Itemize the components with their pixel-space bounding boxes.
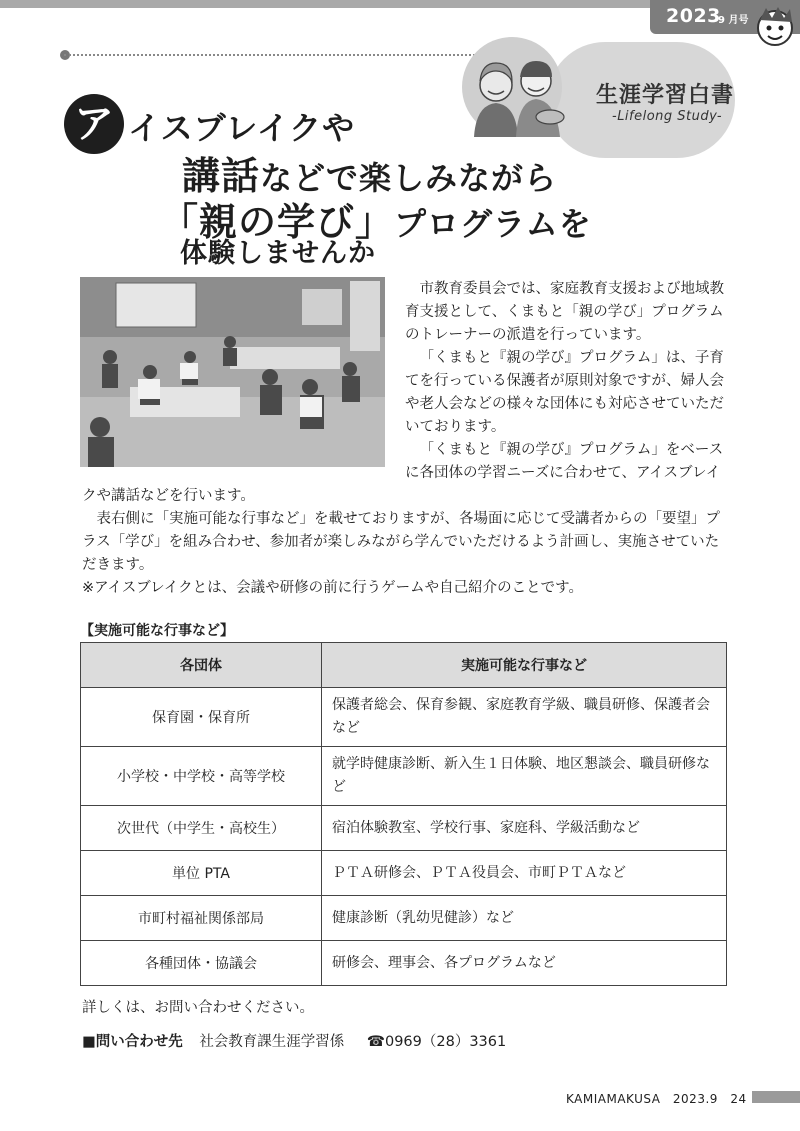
section-title: 生涯学習白書 [596,82,735,108]
intro-text-block [405,278,728,485]
paragraph-3-part-2: クや講話などを行います。 [82,488,255,504]
group-cell: 市町村福祉関係部局 [81,896,322,941]
activities-cell: 健康診断（乳幼児健診）など [322,896,727,941]
header-activities: 実施可能な行事など [322,643,727,688]
activities-cell: 宿泊体験教室、学校行事、家庭科、学級活動など [322,806,727,851]
heading-line-3-rest: プログラムを [394,205,592,243]
details-text: 詳しくは、お問い合わせください。 [82,1000,314,1016]
heading-line-1: イスブレイクや [128,109,356,147]
heading-line-4: 体験しませんか [180,238,376,269]
table-header-row [81,643,727,688]
workshop-photo [80,277,385,467]
heading-line-3-emphasis: 「親の学び」 [160,200,395,244]
table-row [81,941,727,986]
issue-month: 9 月号 [718,15,749,26]
heading-line-2-emphasis: 講話 [182,154,261,198]
contact-label: ■問い合わせ先 [82,1034,183,1050]
group-cell: 小学校・中学校・高等学校 [81,747,322,806]
group-cell: 次世代（中学生・高校生） [81,806,322,851]
footer-publication: KAMIAMAKUSA 2023.9 24 [566,1092,747,1106]
table-row [81,688,727,747]
group-cell: 単位 PTA [81,851,322,896]
paragraph-1: 市教育委員会では、家庭教育支援および地域教育支援として、くまもと「親の学び」プログラムのトレーナーの派遣を行っています。 [405,281,724,343]
activities-cell: ＰＴＡ研修会、ＰＴＡ役員会、市町ＰＴＡなど [322,851,727,896]
table-row [81,806,727,851]
mascot-icon [752,4,798,50]
elderly-couple-illustration [462,37,572,137]
heading-initial: ア [74,101,114,147]
section-subtitle: -Lifelong Study- [612,109,723,124]
icebreak-note: ※アイスブレイクとは、会議や研修の前に行うゲームや自己紹介のことです。 [82,580,583,596]
contact-line [82,1030,506,1051]
paragraph-2: 「くまもと『親の学び』プログラム」は、子育てを行っている保護者が原則対象ですが、婦人会や老人会などの様々な団体にも対応させていただいております。 [405,350,724,435]
table-row [81,747,727,806]
table-caption: 【実施可能な行事など】 [80,623,234,639]
table-row [81,896,727,941]
heading-line-2-rest: などで楽しみながら [260,159,558,197]
activities-cell: 研修会、理事会、各プログラムなど [322,941,727,986]
issue-year: 2023 [666,5,721,27]
group-cell: 保育園・保育所 [81,688,322,747]
paragraph-4: 表右側に「実施可能な行事など」を載せておりますが、各場面に応じて受講者からの「要望」プラス「学び」を組み合わせ、参加者が楽しみながら学んでいただけるよう計画し、実施させていただきます。 [82,511,720,573]
contact-office: 社会教育課生涯学習係 [199,1034,345,1050]
activities-cell: 保護者総会、保育参観、家庭教育学級、職員研修、保護者会など [322,688,727,747]
paragraph-3-part-1: 「くまもと『親の学び』プログラム」をベースに各団体の学習ニーズに合わせて、アイスブレイ [405,442,724,481]
group-cell: 各種団体・協議会 [81,941,322,986]
activities-table [80,642,727,986]
table-row [81,851,727,896]
footer-bar [752,1091,800,1103]
contact-phone: ☎0969（28）3361 [366,1034,507,1050]
header-group: 各団体 [81,643,322,688]
activities-cell: 就学時健康診断、新入生１日体験、地区懇談会、職員研修など [322,747,727,806]
